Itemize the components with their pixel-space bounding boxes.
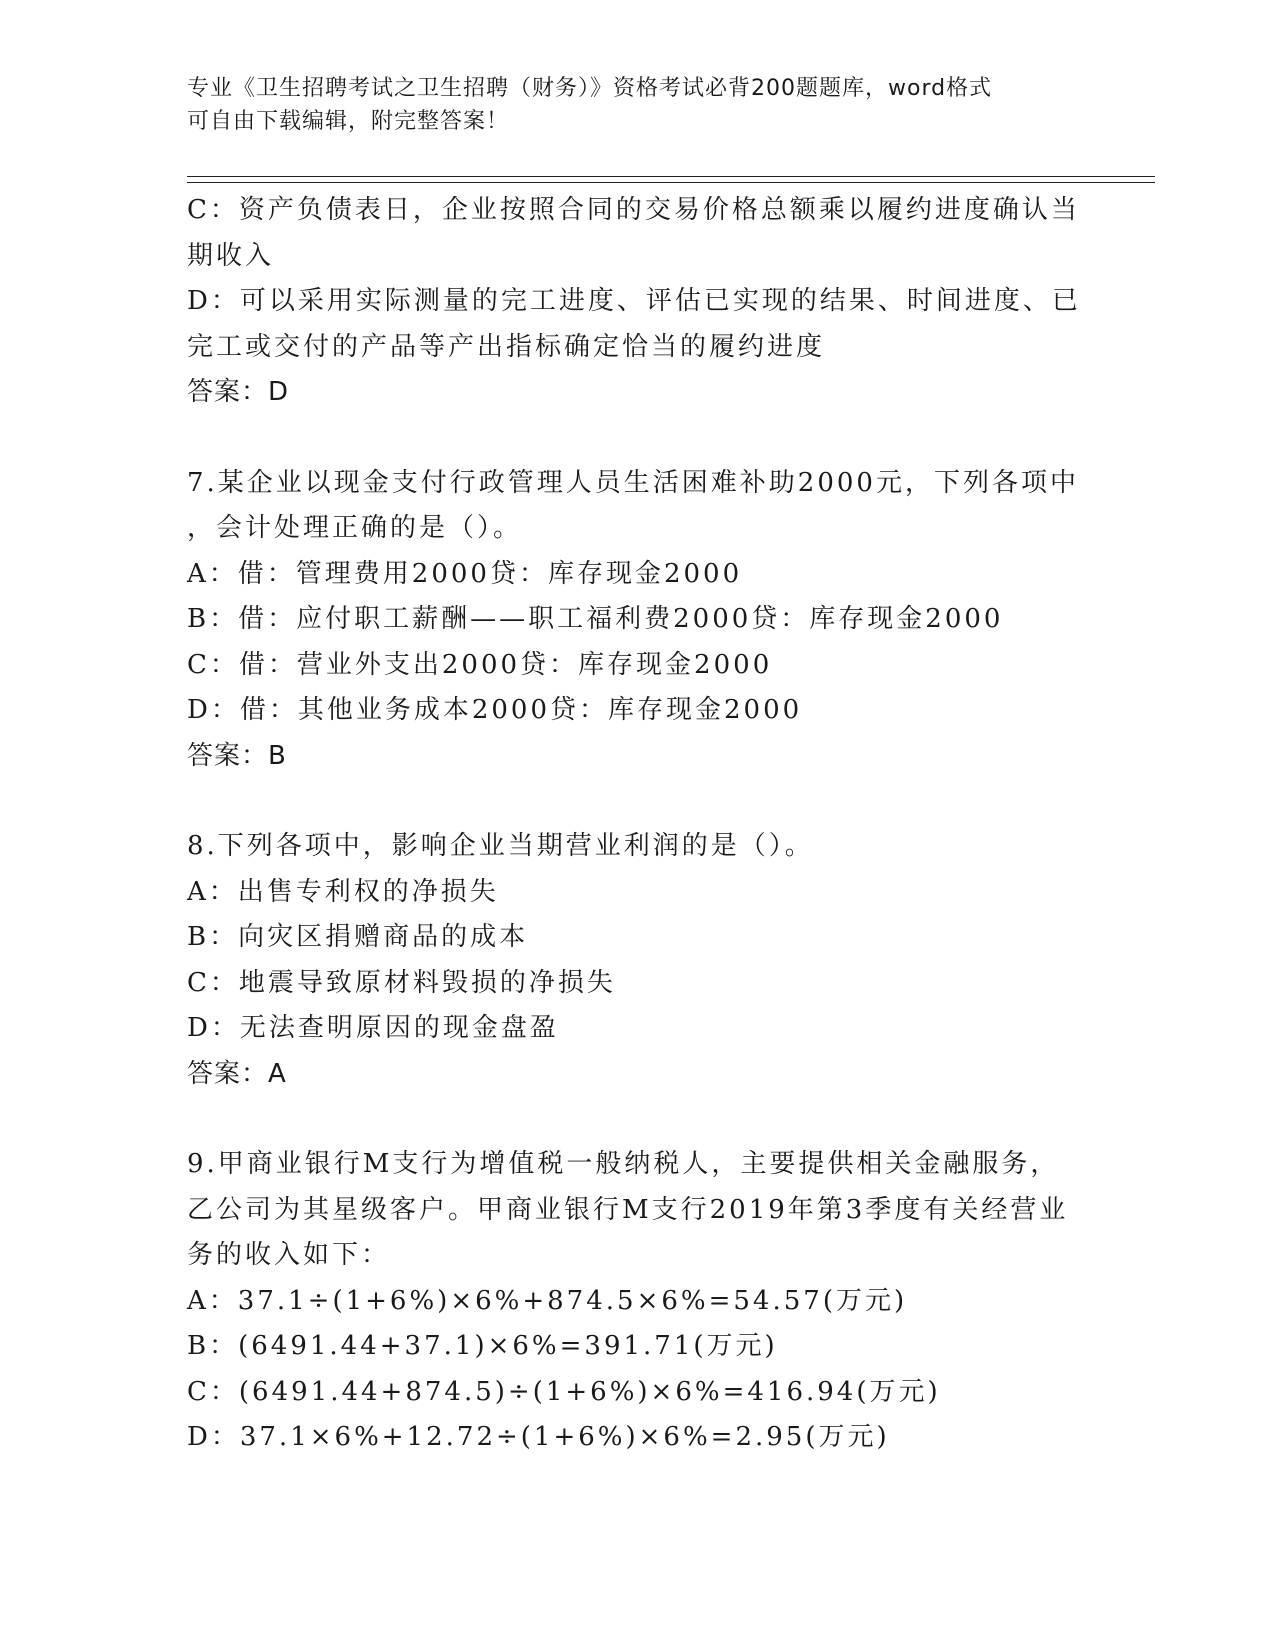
question-stem-line-1: 9.甲商业银行M支行为增值税一般纳税人，主要提供相关金融服务， — [187, 1149, 1060, 1179]
option-c-line-2: 期收入 — [187, 240, 275, 271]
option-d: D：无法查明原因的现金盘盈 — [187, 1013, 559, 1043]
option-c-line-1: C：资产负债表日，企业按照合同的交易价格总额乘以履约进度确认当 — [187, 195, 1080, 225]
header-line-2: 可自由下载编辑，附完整答案！ — [187, 109, 510, 134]
header-divider-bottom — [187, 182, 1155, 183]
header-divider-top — [187, 176, 1155, 177]
header-line-1: 专业《卫生招聘考试之卫生招聘（财务）》资格考试必背200题题库，word格式 — [187, 76, 993, 101]
question-9 — [187, 1142, 1087, 1461]
option-b: B：借：应付职工薪酬——职工福利费2000贷：库存现金2000 — [187, 604, 1004, 634]
question-stem-line-2: 乙公司为其星级客户。甲商业银行M支行2019年第3季度有关经营业 — [187, 1194, 1069, 1225]
spacer — [187, 779, 1087, 824]
option-a: A：37.1÷(1+6%)×6%+874.5×6%=54.57(万元) — [187, 1285, 908, 1316]
question-stem-line-1: 7.某企业以现金支付行政管理人员生活困难补助2000元，下列各项中 — [187, 467, 1079, 498]
spacer — [187, 1097, 1087, 1142]
question-8 — [187, 824, 1087, 1097]
answer: 答案：D — [187, 377, 290, 407]
spacer — [187, 416, 1087, 461]
option-d: D：37.1×6%+12.72÷(1+6%)×6%=2.95(万元) — [187, 1422, 890, 1452]
question-6-fragment — [187, 188, 1087, 416]
answer: 答案：B — [187, 740, 287, 771]
option-a: A：借：管理费用2000贷：库存现金2000 — [187, 558, 743, 589]
answer: 答案：A — [187, 1058, 287, 1089]
option-c: C：借：营业外支出2000贷：库存现金2000 — [187, 649, 773, 680]
question-stem: 8.下列各项中，影响企业当期营业利润的是（）。 — [187, 831, 814, 861]
option-c: C：地震导致原材料毁损的净损失 — [187, 967, 616, 998]
question-7 — [187, 461, 1087, 780]
question-stem-line-3: 务的收入如下： — [187, 1240, 391, 1270]
option-b: B：(6491.44+37.1)×6%=391.71(万元) — [187, 1331, 778, 1361]
option-d-line-2: 完工或交付的产品等产出指标确定恰当的履约进度 — [187, 331, 826, 362]
question-stem-line-2: ，会计处理正确的是（）。 — [187, 513, 523, 543]
option-c: C：(6491.44+874.5)÷(1+6%)×6%=416.94(万元) — [187, 1376, 941, 1407]
option-d-line-1: D：可以采用实际测量的完工进度、评估已实现的结果、时间进度、已 — [187, 286, 1081, 316]
option-b: B：向灾区捐赠商品的成本 — [187, 922, 529, 952]
question-list — [187, 188, 1087, 1461]
option-d: D：借：其他业务成本2000贷：库存现金2000 — [187, 695, 803, 725]
document-header — [187, 72, 1087, 138]
option-a: A：出售专利权的净损失 — [187, 876, 499, 907]
